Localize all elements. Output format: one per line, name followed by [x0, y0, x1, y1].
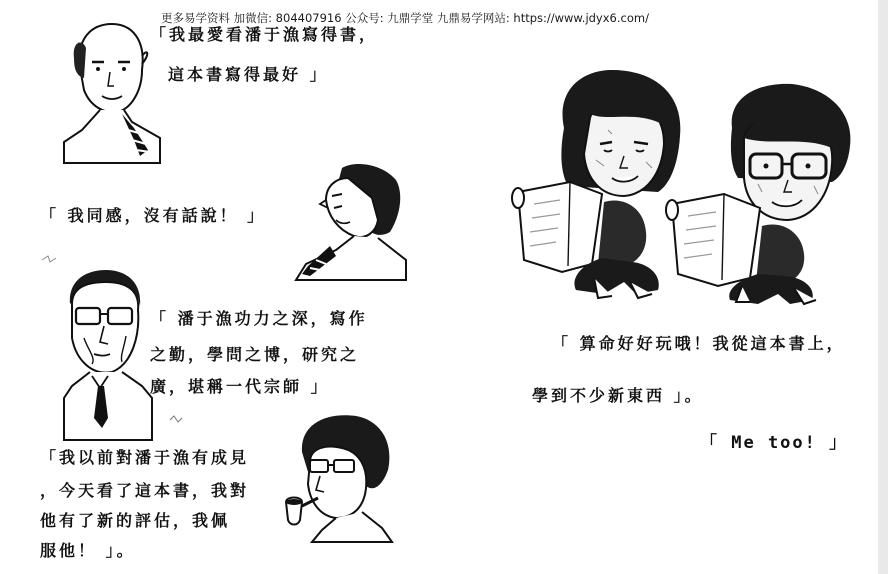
quote-2: 「 我同感，沒有話說！ 」	[40, 206, 267, 225]
scan-speck	[40, 252, 60, 266]
quote-4-line-2: ，今天看了這本書，我對	[40, 481, 250, 500]
quote-3-line-1: 「 潘于漁功力之深，寫作	[150, 309, 368, 328]
bald-man-portrait	[62, 18, 162, 163]
boy-with-glasses-reading-newspaper	[664, 82, 860, 308]
quote-5-line-1: 「 算命好好玩哦！我從這本書上，	[552, 334, 846, 353]
quote-3-line-3: 廣，堪稱一代宗師 」	[150, 377, 330, 396]
quote-4-line-1: 「我以前對潘于漁有成見	[40, 448, 250, 467]
quote-1-line-2: 這本書寫得最好 」	[168, 65, 329, 84]
quote-6: 「 Me too! 」	[700, 433, 849, 453]
watermark-text: 更多易学资料 加微信: 804407916 公众号: 九鼎学堂 九鼎易学网站: https://www.jdyx6.com/	[161, 11, 649, 25]
pipe-man-portrait	[282, 412, 397, 542]
glasses-man-portrait	[62, 268, 152, 440]
quote-5-line-2: 學到不少新東西 」。	[532, 386, 704, 405]
quote-4-line-3: 他有了新的評估，我佩	[40, 511, 231, 530]
quote-3-line-2: 之勤，學問之博，研究之	[150, 345, 360, 364]
scan-speck	[168, 414, 184, 424]
quote-1-line-1: 「我最愛看潘于漁寫得書，	[150, 25, 379, 44]
page-edge-shadow	[878, 0, 888, 574]
curly-hair-man-portrait	[296, 160, 406, 285]
quote-4-line-4: 服他！ 」。	[40, 541, 136, 560]
